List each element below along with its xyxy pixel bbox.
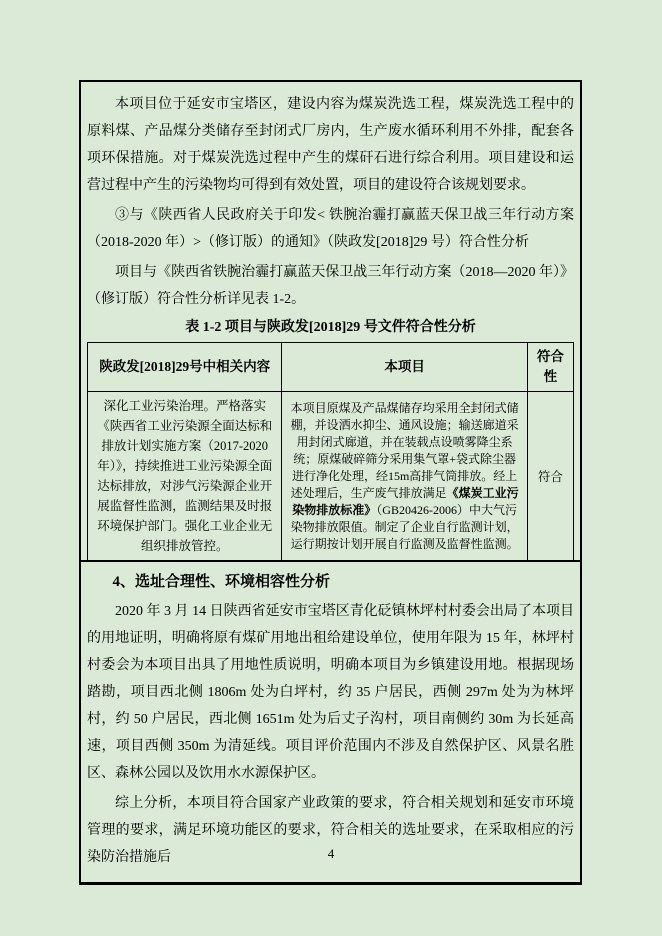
header-this-project: 本项目 <box>282 343 527 392</box>
table-header-row <box>88 343 574 392</box>
cell-conformity-status: 符合 <box>527 392 573 561</box>
cell-policy-content: 深化工业污染治理。严格落实《陕西省工业污染源全面达标和排放计划实施方案（2017-2020年）》，持续推进工业污染源全面达标排放，对涉气污染源企业开展监督性监测，监测结果及时报环境保护部门。强化工业企业无组织排放管控。 <box>88 392 282 561</box>
section-heading: 4、选址合理性、环境相容性分析 <box>112 574 331 590</box>
header-conformity: 符合性 <box>527 343 573 392</box>
project-standard-name: 《煤炭工业污染物排放标准》 <box>292 485 519 517</box>
header-policy-content: 陕政发[2018]29号中相关内容 <box>88 343 282 392</box>
paragraph-policy-notice: ③与《陕西省人民政府关于印发< 铁腕治霾打赢蓝天保卫战三年行动方案（2018-2020 年）>（修订版）的通知》（陕政发[2018]29 号）符合性分析 <box>87 208 574 250</box>
page-number: 4 <box>327 846 335 861</box>
section-policy-analysis <box>81 82 580 560</box>
project-text-part1: 本项目原煤及产品煤储存均采用全封闭式储棚，并设洒水抑尘、通风设施；输送廊道采用封闭式廊道，并在装载点设喷雾降尘系统；原煤破碎筛分采用集气罩+袋式除尘器进行净化处理，经15m高排气筒排放。经上述处理后，生产废气排放满足 <box>290 400 519 500</box>
section-site-selection <box>81 562 580 882</box>
cell-project-measures <box>282 392 527 561</box>
paragraph-conclusion: 综上分析，本项目符合国家产业政策的要求，符合相关规划和延安市环境管理的要求，满足环境功能区的要求，符合相关的选址要求，在采取相应的污染防治措施后 <box>87 796 574 865</box>
table-row <box>88 392 574 561</box>
paragraph-site-description: 2020 年 3 月 14 日陕西省延安市宝塔区青化砭镇林坪村村委会出局了本项目的用地证明，明确将原有煤矿用地出租给建设单位，使用年限为 15 年，林坪村村委会为本项目出具了用地性质说明，明确本项目为乡镇建设用地。根据现场踏勘，项目西北侧 1806m 处为白坪村，约 35 户居民，西侧 297m 处为为林坪村，约 50 户居民，西北侧 1651m 处为后丈子沟村，项目南侧约 30m 为长延高速，项目西侧 350m 为清延线。项目评价范围内不涉及自然保护区、风景名胜区、森林公园以及饮用水水源保护区。 <box>87 604 574 781</box>
paragraph-project-overview: 本项目位于延安市宝塔区，建设内容为煤炭洗选工程，煤炭洗选工程中的原料煤、产品煤分类储存至封闭式厂房内，生产废水循环利用不外排，配套各项环保措施。对于煤炭洗选过程中产生的煤矸石进行综合利用。项目建设和运营过程中产生的污染物均可得到有效处置，项目的建设符合该规划要求。 <box>87 97 574 193</box>
project-text-part2: （GB20426-2006）中大气污染物排放限值。制定了企业自行监测计划，运行期按计划开展自行监测及监督性监测。 <box>290 502 519 551</box>
table-title: 表 1-2 项目与陕政发[2018]29 号文件符合性分析 <box>185 320 476 335</box>
report-form-box <box>79 80 582 885</box>
paragraph-table-reference: 项目与《陕西省铁腕治霾打赢蓝天保卫战三年行动方案（2018—2020 年）》（修订版）符合性分析详见表 1-2。 <box>87 265 574 307</box>
compliance-table <box>87 342 574 560</box>
